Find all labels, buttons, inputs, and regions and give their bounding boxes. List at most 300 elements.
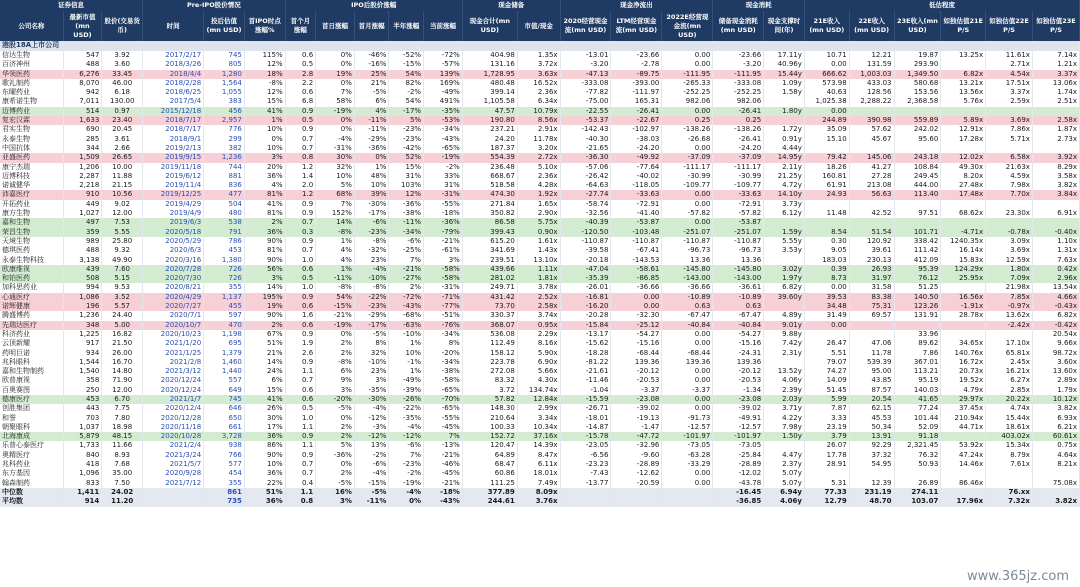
table-cell: -110.87 [662, 237, 713, 246]
table-cell: 2.85x [986, 386, 1033, 395]
column-header: 现金合计(mn USD) [462, 11, 517, 41]
table-cell [764, 116, 805, 125]
table-cell: 281.02 [462, 274, 517, 283]
table-cell: 554.39 [462, 153, 517, 162]
company-name-cell: 朝聚眼科 [0, 423, 63, 432]
table-cell: -91.73 [662, 414, 713, 423]
table-cell: -11% [354, 497, 389, 506]
table-cell: 982.06 [662, 97, 713, 106]
table-cell: -145.80 [713, 265, 764, 274]
table-cell: 1,411 [63, 488, 102, 497]
table-cell: 2015/12/18 [143, 107, 204, 116]
table-cell: 7.49x [517, 479, 560, 488]
table-cell: 399.43 [462, 228, 517, 237]
table-cell: 3,138 [63, 256, 102, 265]
table-cell [764, 302, 805, 311]
table-cell: -24.20 [713, 144, 764, 153]
table-cell: 16.56x [941, 293, 986, 302]
table-cell: 4.06y [764, 376, 805, 385]
table-cell: -23.08 [611, 395, 662, 404]
table-cell: 10% [354, 181, 389, 190]
table-row [0, 60, 1080, 69]
table-cell: -0.97x [986, 302, 1033, 311]
table-cell: 158.12 [462, 349, 517, 358]
table-cell: -25.84 [713, 451, 764, 460]
table-cell: 36% [244, 172, 285, 181]
table-cell: 5.51 [804, 349, 849, 358]
table-cell: 1,440 [204, 367, 245, 376]
table-cell: 15.44y [764, 70, 805, 79]
table-cell: -28.89 [713, 460, 764, 469]
table-cell: 454 [204, 469, 245, 478]
table-cell: 113.40 [894, 190, 941, 199]
table-cell: 13.10x [517, 256, 560, 265]
table-cell: -81.22 [560, 358, 611, 367]
table-cell: -71% [424, 293, 463, 302]
table-cell: 50.34 [849, 423, 894, 432]
table-cell: -28.89 [611, 460, 662, 469]
table-cell: 514 [63, 107, 102, 116]
table-cell: 403.02x [986, 432, 1033, 441]
table-cell [849, 144, 894, 153]
table-cell: -3.37 [611, 386, 662, 395]
table-cell: 87.57 [849, 386, 894, 395]
table-cell: 15% [244, 97, 285, 106]
table-cell: 12.79 [804, 497, 849, 506]
table-cell: 910 [63, 190, 102, 199]
table-cell: 15% [389, 163, 424, 172]
table-cell: 5.15 [102, 274, 143, 283]
table-cell: -58.61 [611, 265, 662, 274]
company-name-cell: 诺辉健康 [0, 302, 63, 311]
table-cell [143, 488, 204, 497]
table-cell: 2.66 [102, 144, 143, 153]
table-cell: 139.36 [713, 358, 764, 367]
table-cell: 299 [204, 135, 245, 144]
table-cell: 0.30 [804, 237, 849, 246]
table-cell: -57.06 [560, 163, 611, 172]
table-cell: -26.01 [560, 283, 611, 292]
table-cell: 1,055 [204, 88, 245, 97]
table-cell [1032, 107, 1079, 116]
table-cell [941, 200, 986, 209]
table-cell: 1,086 [63, 293, 102, 302]
table-cell: -26.71 [560, 404, 611, 413]
table-cell: 19.52x [941, 376, 986, 385]
table-cell: 881 [204, 172, 245, 181]
table-cell: 1.9 [285, 339, 316, 348]
table-cell: 344 [63, 144, 102, 153]
table-cell: -26.68 [662, 135, 713, 144]
table-cell: 165.31 [611, 97, 662, 106]
table-cell: 4.74x [986, 404, 1033, 413]
table-cell: 244.61 [462, 497, 517, 506]
table-cell: -101.97 [662, 432, 713, 441]
table-cell: 134.74x [517, 386, 560, 395]
table-cell: 57.62 [849, 125, 894, 134]
table-cell: 439.66 [462, 265, 517, 274]
table-cell [986, 330, 1033, 339]
table-cell: -5% [354, 488, 389, 497]
table-cell [941, 144, 986, 153]
table-cell: 108.84 [894, 163, 941, 172]
table-cell [764, 358, 805, 367]
table-cell: 0.00 [662, 469, 713, 478]
table-cell [804, 469, 849, 478]
table-cell: 0.6 [285, 386, 316, 395]
table-cell: 7.09x [986, 274, 1033, 283]
table-cell: 2021/1/20 [143, 339, 204, 348]
table-cell: -58% [424, 376, 463, 385]
company-name-cell: 信达生物 [0, 51, 63, 60]
table-cell: 453 [204, 246, 245, 255]
table-cell: -11% [389, 218, 424, 227]
table-cell [894, 469, 941, 478]
table-row [0, 339, 1080, 348]
table-cell: 145.06 [849, 153, 894, 162]
table-cell: 16.72x [941, 358, 986, 367]
table-cell: 1.4 [285, 172, 316, 181]
table-cell: 2.45x [986, 358, 1033, 367]
table-cell: 3.78x [517, 283, 560, 292]
table-cell: 34.65x [941, 339, 986, 348]
table-row [0, 237, 1080, 246]
table-cell: -8% [316, 228, 355, 237]
table-cell: 23.19 [804, 423, 849, 432]
table-cell: 1% [389, 367, 424, 376]
table-cell: 6.94y [764, 488, 805, 497]
table-cell: 917 [63, 339, 102, 348]
table-cell: 7% [424, 432, 463, 441]
table-cell: -23% [354, 302, 389, 311]
table-cell: -102.97 [611, 125, 662, 134]
table-cell: -333.08 [560, 79, 611, 88]
table-cell: -252.25 [713, 88, 764, 97]
table-cell: -30.99 [713, 172, 764, 181]
table-cell: -72% [424, 51, 463, 60]
table-cell: 7.50 [102, 479, 143, 488]
table-cell: 3.92 [102, 51, 143, 60]
table-cell: 1.43x [517, 246, 560, 255]
table-cell: 6.90x [517, 358, 560, 367]
table-cell: 7.98y [764, 423, 805, 432]
table-cell: 934 [63, 349, 102, 358]
table-cell: -20.53 [713, 376, 764, 385]
table-cell: 2.37y [764, 460, 805, 469]
table-cell: 0% [316, 116, 355, 125]
section-row [0, 41, 1080, 51]
table-cell: 7.60 [102, 265, 143, 274]
table-cell: 140.76x [941, 349, 986, 358]
table-cell: 21% [244, 349, 285, 358]
table-cell: 86.58 [462, 218, 517, 227]
table-cell: 43.85 [849, 376, 894, 385]
table-cell: 26.93 [849, 265, 894, 274]
table-cell: 0.63 [713, 302, 764, 311]
table-cell: 4.22y [764, 414, 805, 423]
company-name-cell: 康方生物 [0, 209, 63, 218]
table-cell: 5.55y [764, 237, 805, 246]
table-cell: 250 [63, 386, 102, 395]
table-cell: 2021/3/24 [143, 451, 204, 460]
table-cell: -27.74 [560, 190, 611, 199]
table-cell: -22% [354, 293, 389, 302]
table-cell: -1.34 [713, 386, 764, 395]
table-cell: 12.84x [517, 395, 560, 404]
table-cell: 2.0 [285, 181, 316, 190]
table-cell: 0.6 [285, 302, 316, 311]
table-cell: -53.37 [560, 116, 611, 125]
table-cell: 36% [244, 228, 285, 237]
table-cell: 861 [204, 488, 245, 497]
table-cell: 32% [316, 163, 355, 172]
table-cell: 23.30x [986, 209, 1033, 218]
table-cell: 24.02 [102, 488, 143, 497]
table-cell: 3.82x [1032, 181, 1079, 190]
table-cell: 23% [354, 256, 389, 265]
table-cell: 2019/11/4 [143, 181, 204, 190]
table-cell: 2.2 [285, 79, 316, 88]
table-cell: -120.50 [560, 228, 611, 237]
table-cell: 52.09 [894, 423, 941, 432]
table-cell: 8.20x [941, 172, 986, 181]
table-cell: 2.58x [1032, 116, 1079, 125]
table-cell: 547 [63, 51, 102, 60]
table-cell: 2.96x [1032, 274, 1079, 283]
company-name-cell: 德琪医药 [0, 246, 63, 255]
column-header: LTM经营现金流(mn USD) [611, 11, 662, 41]
table-cell: 8,070 [63, 79, 102, 88]
table-cell: 0.6 [285, 88, 316, 97]
table-row [0, 423, 1080, 432]
table-cell: -23% [389, 125, 424, 134]
table-cell: 6.11x [517, 460, 560, 469]
table-cell: 1,728.95 [462, 70, 517, 79]
table-cell: 480 [204, 209, 245, 218]
table-cell: -143.53 [611, 256, 662, 265]
table-cell: -40.39 [560, 218, 611, 227]
table-cell: -8% [354, 283, 389, 292]
table-cell: -4% [389, 488, 424, 497]
table-cell: 11.78 [849, 349, 894, 358]
table-cell: -25.12 [611, 321, 662, 330]
table-cell: 982.06 [713, 97, 764, 106]
table-cell: 3% [244, 274, 285, 283]
table-cell: 0.5 [285, 404, 316, 413]
table-cell: -47.04 [560, 265, 611, 274]
company-name-cell: 北海康成 [0, 432, 63, 441]
table-cell: 3.53y [764, 246, 805, 255]
table-cell: -33.63 [713, 190, 764, 199]
table-cell: 5.75x [517, 218, 560, 227]
column-header: 股价(交易货币) [102, 11, 143, 41]
table-cell: 449 [63, 200, 102, 209]
table-cell: -40.30 [560, 135, 611, 144]
table-cell: 103% [389, 181, 424, 190]
company-name-cell: 兆科药业 [0, 460, 63, 469]
table-cell: 1,027 [63, 209, 102, 218]
table-cell: 2% [316, 432, 355, 441]
table-cell: -11% [354, 125, 389, 134]
table-cell: 81% [244, 190, 285, 199]
table-cell: 272.08 [462, 367, 517, 376]
table-cell: -89.75 [611, 70, 662, 79]
table-cell: -2% [389, 88, 424, 97]
table-cell: 14.09 [804, 376, 849, 385]
table-cell: 0.9 [285, 432, 316, 441]
table-cell: 8% [424, 339, 463, 348]
table-cell: 745 [204, 51, 245, 60]
table-cell: 4.89y [764, 311, 805, 320]
company-name-cell: 荣昌生物 [0, 228, 63, 237]
table-cell: 0.5 [285, 60, 316, 69]
table-cell: 3.52 [102, 293, 143, 302]
table-cell: 0.9 [285, 209, 316, 218]
table-cell: -68.44 [611, 349, 662, 358]
table-cell: 12.02x [941, 153, 986, 162]
table-cell: 230.13 [849, 256, 894, 265]
table-cell: 1.1 [285, 488, 316, 497]
table-cell: 1,733 [63, 441, 102, 450]
table-cell: 46.00 [102, 79, 143, 88]
table-cell: -251.07 [662, 228, 713, 237]
table-cell: 2% [316, 469, 355, 478]
table-cell: 580.68 [894, 79, 941, 88]
table-cell: 190.80 [462, 116, 517, 125]
table-cell: 24.40 [102, 311, 143, 320]
table-cell: -63.28 [662, 451, 713, 460]
table-cell: 42.52 [849, 209, 894, 218]
table-cell: 2,287 [63, 172, 102, 181]
table-cell: -67.47 [662, 311, 713, 320]
table-cell: 0.25 [662, 116, 713, 125]
table-cell: 3% [244, 153, 285, 162]
company-name-cell: 加科思药业 [0, 283, 63, 292]
table-cell: 123.26 [894, 302, 941, 311]
table-cell [986, 200, 1033, 209]
table-cell: 40.63 [804, 88, 849, 97]
table-cell: 3.37x [1032, 70, 1079, 79]
company-name-cell: 平均数 [0, 497, 63, 506]
table-cell: 5% [316, 441, 355, 450]
table-cell: -21% [389, 265, 424, 274]
table-cell: 2017/2/17 [143, 51, 204, 60]
table-cell: 661 [204, 423, 245, 432]
company-name-cell: 康宁杰瑞 [0, 163, 63, 172]
table-cell: 0.00 [804, 60, 849, 69]
table-cell: 14% [244, 283, 285, 292]
company-name-cell: 药明巨诺 [0, 349, 63, 358]
table-cell: 577 [204, 460, 245, 469]
table-cell [941, 321, 986, 330]
table-cell: -39% [389, 386, 424, 395]
table-cell: 3.20x [517, 144, 560, 153]
table-cell: 3.74x [517, 311, 560, 320]
table-cell: 48.70 [849, 497, 894, 506]
table-cell: 404.98 [462, 51, 517, 60]
table-row [0, 479, 1080, 488]
table-cell: 1.81x [517, 274, 560, 283]
table-cell: 3.82x [1032, 497, 1079, 506]
table-cell: 37.32 [849, 451, 894, 460]
table-cell: 2% [389, 283, 424, 292]
table-cell: -14.87 [560, 423, 611, 432]
table-cell: 0% [354, 153, 389, 162]
table-cell: -31% [424, 190, 463, 199]
company-name-cell: 沛嘉医疗 [0, 190, 63, 199]
table-cell: 13.06x [1032, 79, 1079, 88]
table-cell: 7,011 [63, 97, 102, 106]
table-cell: -65% [424, 144, 463, 153]
table-row [0, 209, 1080, 218]
table-cell: 12.21 [849, 51, 894, 60]
table-cell: 1,037 [63, 423, 102, 432]
table-row [0, 432, 1080, 441]
table-cell: -73.05 [662, 441, 713, 450]
table-row [0, 469, 1080, 478]
table-cell: -10.89 [662, 293, 713, 302]
table-cell: -111.17 [662, 163, 713, 172]
table-cell: 26.65 [102, 153, 143, 162]
table-cell: 3.72 [462, 386, 517, 395]
table-cell [804, 200, 849, 209]
table-cell: -34% [389, 228, 424, 237]
table-cell: 24% [244, 367, 285, 376]
table-cell: 2020/7/28 [143, 265, 204, 274]
table-cell: 0% [316, 125, 355, 134]
section-label: 港股18A上市公司 [0, 41, 1080, 51]
column-header-row [0, 11, 1080, 41]
table-cell: 48% [354, 172, 389, 181]
table-cell: 6.12y [764, 209, 805, 218]
table-cell: 7.53 [102, 218, 143, 227]
table-cell: 2020/6/3 [143, 246, 204, 255]
table-cell: 0.00 [662, 330, 713, 339]
table-cell: -53% [424, 116, 463, 125]
table-cell: 3.79 [804, 432, 849, 441]
company-name-cell: 乐普心泰医疗 [0, 441, 63, 450]
table-cell: 6.93x [1032, 414, 1079, 423]
table-cell: 10.71 [804, 51, 849, 60]
table-cell: 7.32x [986, 497, 1033, 506]
table-cell: -24.31 [713, 349, 764, 358]
table-cell: 101.44 [894, 414, 941, 423]
table-cell: 1% [316, 265, 355, 274]
table-cell: 536.08 [462, 330, 517, 339]
table-cell: 2019/4/9 [143, 209, 204, 218]
table-cell: -18.01 [560, 414, 611, 423]
table-cell: 0.9 [285, 293, 316, 302]
table-cell: 41% [244, 107, 285, 116]
table-cell: 131.91 [894, 311, 941, 320]
table-cell: 367.01 [894, 358, 941, 367]
column-header: 市值/现金 [517, 11, 560, 41]
table-cell: 2018/4/4 [143, 70, 204, 79]
table-cell: 20.54 [849, 395, 894, 404]
table-cell: 26.07 [804, 441, 849, 450]
table-cell: 34.48 [804, 302, 849, 311]
table-cell: 1,236 [63, 311, 102, 320]
table-cell: 6,276 [63, 70, 102, 79]
table-cell: -20.28 [560, 311, 611, 320]
table-cell: -4.71x [941, 228, 986, 237]
company-name-cell: 奥精医疗 [0, 451, 63, 460]
table-cell: 0.42x [1032, 265, 1079, 274]
table-cell: -16% [354, 60, 389, 69]
table-cell: -11.46 [560, 376, 611, 385]
table-cell: 19% [244, 302, 285, 311]
table-cell: 8.93 [102, 451, 143, 460]
